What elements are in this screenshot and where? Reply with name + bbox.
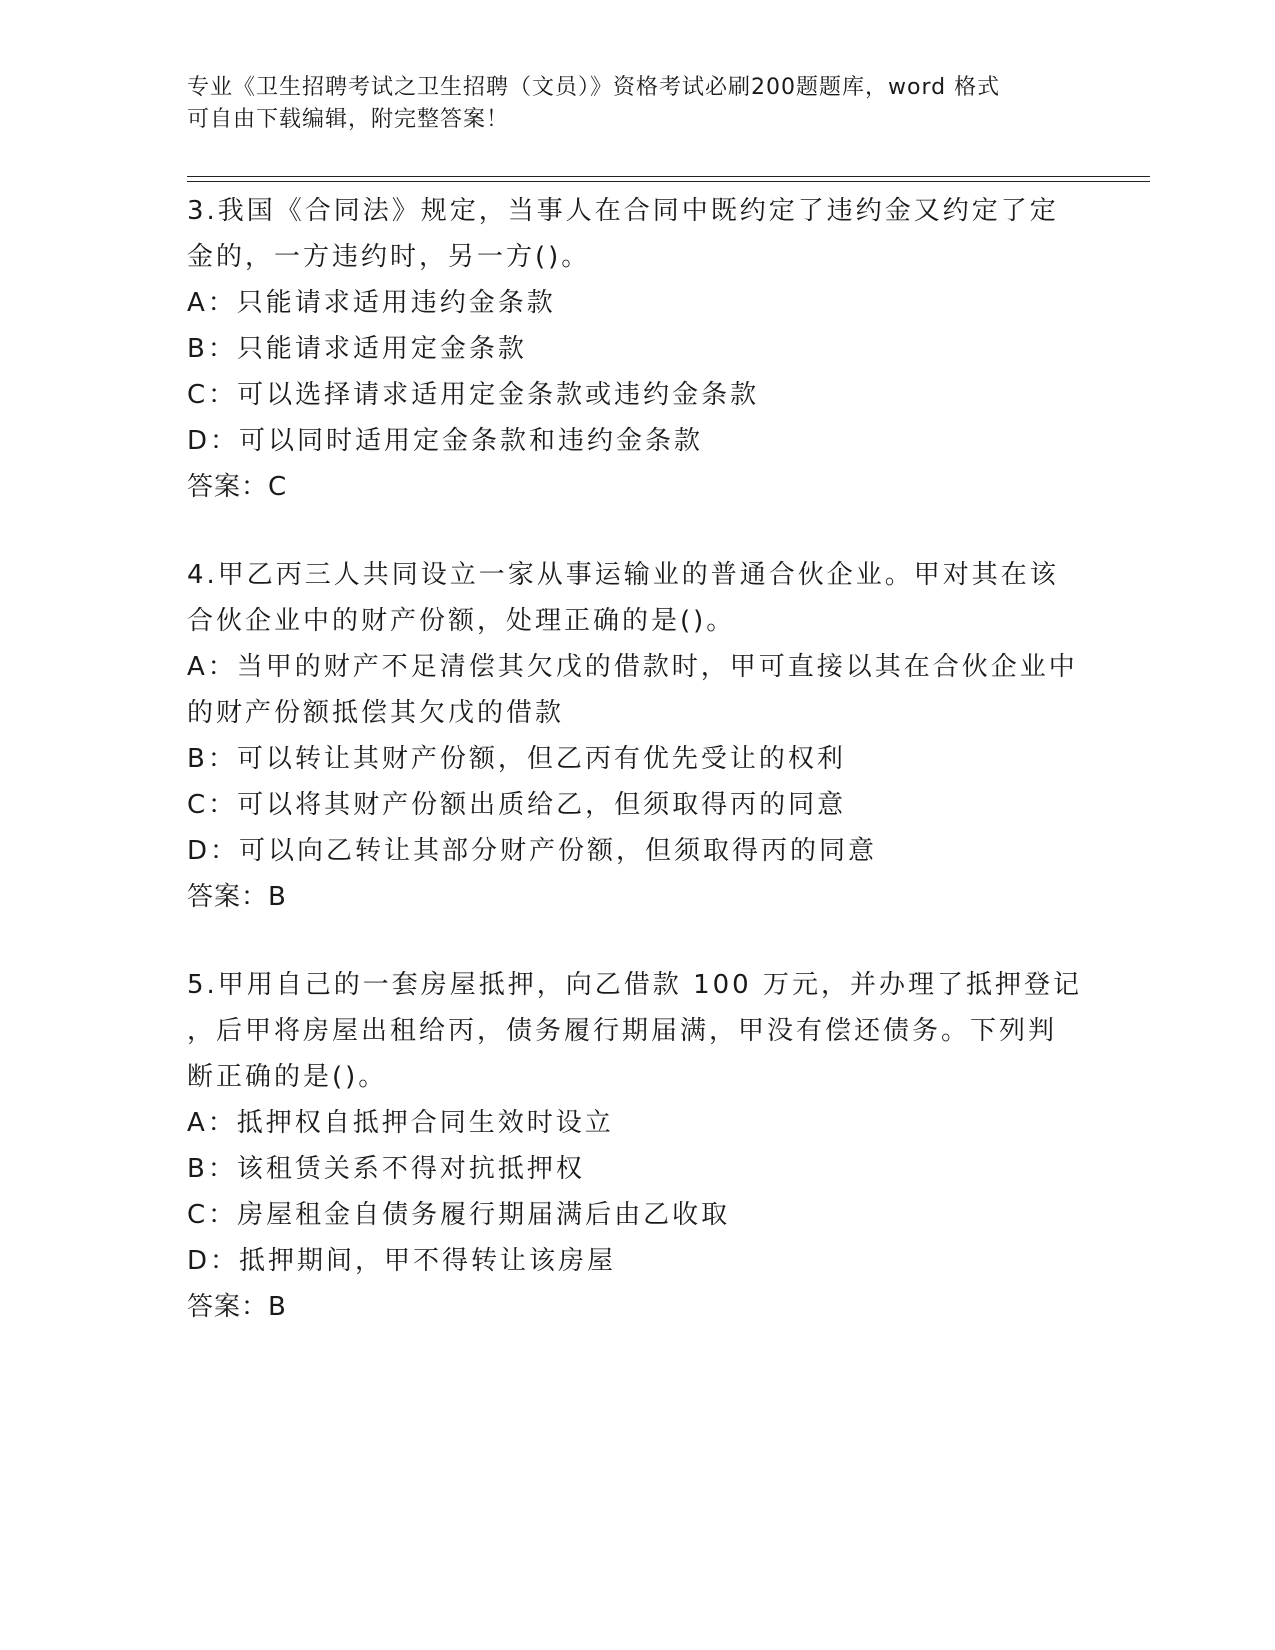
question-stem-line: 断正确的是()。 bbox=[187, 1062, 388, 1092]
option-a: A：抵押权自抵押合同生效时设立 bbox=[187, 1108, 614, 1138]
question-3 bbox=[187, 188, 1087, 510]
answer: 答案：B bbox=[187, 1292, 287, 1322]
question-stem-line: 合伙企业中的财产份额，处理正确的是()。 bbox=[187, 606, 736, 636]
header-line-2: 可自由下载编辑，附完整答案！ bbox=[187, 107, 510, 132]
question-stem-line: 金的，一方违约时，另一方()。 bbox=[187, 242, 591, 272]
question-stem-line: 5.甲用自己的一套房屋抵押，向乙借款 100 万元，并办理了抵押登记 bbox=[187, 970, 1082, 1000]
question-stem-line: ，后甲将房屋出租给丙，债务履行期届满，甲没有偿还债务。下列判 bbox=[187, 1016, 1058, 1046]
header-line-1: 专业《卫生招聘考试之卫生招聘（文员）》资格考试必刷200题题库，word 格式 bbox=[187, 75, 1001, 100]
option-a: A：当甲的财产不足清偿其欠戊的借款时，甲可直接以其在合伙企业中 bbox=[187, 652, 1078, 682]
option-a-continued: 的财产份额抵偿其欠戊的借款 bbox=[187, 698, 565, 728]
question-4 bbox=[187, 552, 1087, 920]
option-b: B：只能请求适用定金条款 bbox=[187, 334, 527, 364]
question-stem-line: 4.甲乙丙三人共同设立一家从事运输业的普通合伙企业。甲对其在该 bbox=[187, 560, 1059, 590]
option-c: C：可以选择请求适用定金条款或违约金条款 bbox=[187, 380, 760, 410]
option-c: C：房屋租金自债务履行期届满后由乙收取 bbox=[187, 1200, 731, 1230]
option-a: A：只能请求适用违约金条款 bbox=[187, 288, 556, 318]
answer: 答案：C bbox=[187, 472, 288, 502]
header-divider-bottom bbox=[187, 181, 1150, 182]
option-d: D：可以向乙转让其部分财产份额，但须取得丙的同意 bbox=[187, 836, 878, 866]
question-stem-line: 3.我国《合同法》规定，当事人在合同中既约定了违约金又约定了定 bbox=[187, 196, 1059, 226]
option-c: C：可以将其财产份额出质给乙，但须取得丙的同意 bbox=[187, 790, 847, 820]
header-divider-top bbox=[187, 176, 1150, 177]
option-b: B：该租赁关系不得对抗抵押权 bbox=[187, 1154, 585, 1184]
document-header bbox=[187, 72, 1087, 136]
option-b: B：可以转让其财产份额，但乙丙有优先受让的权利 bbox=[187, 744, 846, 774]
answer: 答案：B bbox=[187, 882, 287, 912]
question-5 bbox=[187, 962, 1087, 1330]
option-d: D：抵押期间，甲不得转让该房屋 bbox=[187, 1246, 617, 1276]
option-d: D：可以同时适用定金条款和违约金条款 bbox=[187, 426, 704, 456]
